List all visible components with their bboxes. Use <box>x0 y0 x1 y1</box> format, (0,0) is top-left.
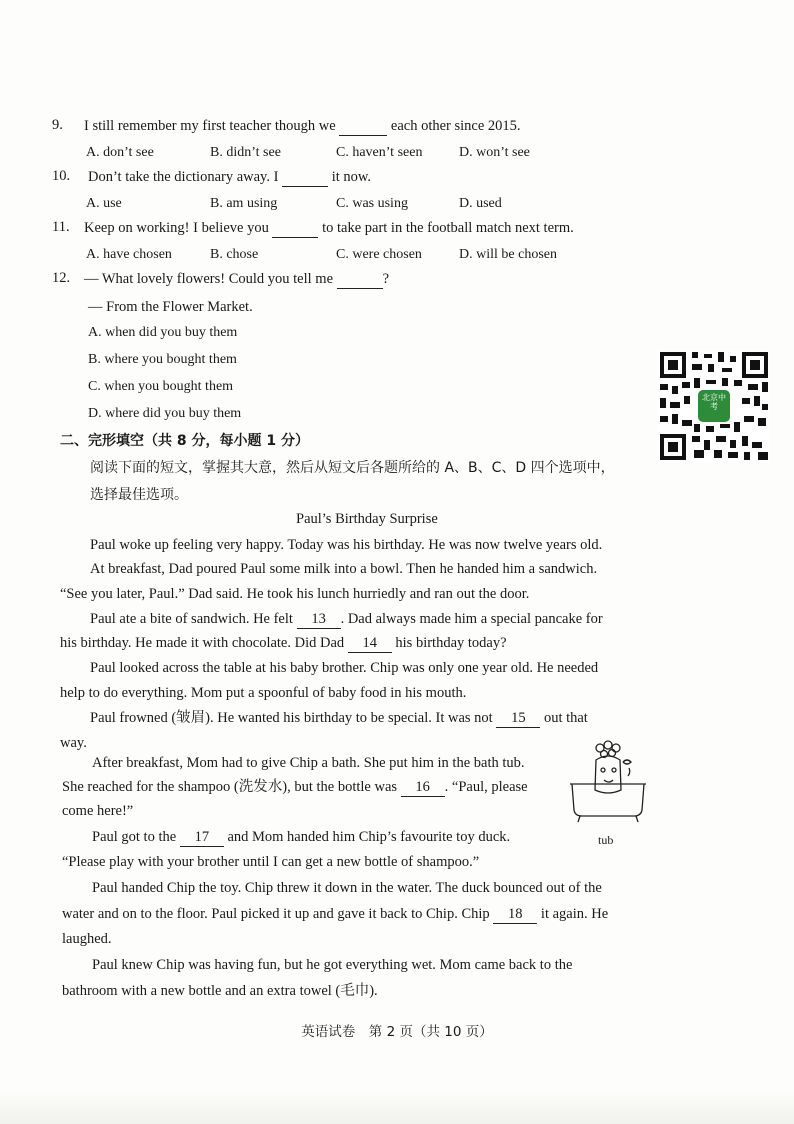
passage-line: bathroom with a new bottle and an extra towel (毛巾). <box>62 983 378 999</box>
dialogue-reply: — From the Flower Market. <box>88 299 253 315</box>
passage-line: Paul woke up feeling very happy. Today was his birthday. He was now twelve years old. <box>90 537 603 553</box>
question-number: 9. <box>52 117 63 133</box>
passage-line: his birthday. He made it with chocolate. Did Dad 14 his birthday today? <box>60 635 507 651</box>
passage-line: Paul got to the 17 and Mom handed him Chip’s favourite toy duck. <box>92 829 511 845</box>
option-d[interactable]: D. won’t see <box>459 145 530 160</box>
question-number: 12. <box>52 270 71 286</box>
blank-16[interactable]: 16 <box>401 778 445 797</box>
passage-line: Paul handed Chip the toy. Chip threw it down in the water. The duck bounced out of the <box>92 880 602 896</box>
section-heading: 二、完形填空（共 8 分，每小题 1 分） <box>60 433 309 449</box>
question-stem: — What lovely flowers! Could you tell me ? <box>84 271 390 287</box>
passage-line: Paul ate a bite of sandwich. He felt 13 . Dad always made him a special pancake for <box>90 611 603 627</box>
passage-line: Paul frowned (皱眉). He wanted his birthday to be special. It was not 15 out that <box>90 710 588 726</box>
qr-badge-label: 北京中考 <box>702 393 726 411</box>
scan-edge <box>0 1090 794 1124</box>
passage-line: At breakfast, Dad poured Paul some milk into a bowl. Then he handed him a sandwich. <box>90 561 598 577</box>
question-stem: Keep on working! I believe you to take part in the football match next term. <box>84 220 574 236</box>
option-d[interactable]: D. used <box>459 196 502 211</box>
option-c[interactable]: C. haven’t seen <box>336 145 423 160</box>
blank-13[interactable]: 13 <box>297 610 341 629</box>
passage-line: “See you later, Paul.” Dad said. He took his lunch hurriedly and ran out the door. <box>60 586 530 602</box>
passage-line: help to do everything. Mom put a spoonful of baby food in his mouth. <box>60 685 467 701</box>
passage-line: After breakfast, Mom had to give Chip a bath. She put him in the bath tub. <box>92 755 525 771</box>
passage-line: She reached for the shampoo (洗发水), but the bottle was 16 . “Paul, please <box>62 779 528 795</box>
section-instruction: 选择最佳选项。 <box>90 487 188 503</box>
page-footer: 英语试卷 第 2 页（共 10 页） <box>301 1024 493 1040</box>
blank-18[interactable]: 18 <box>493 905 537 924</box>
option-a[interactable]: A. have chosen <box>86 247 172 262</box>
question-number: 11. <box>52 219 70 235</box>
passage-title: Paul’s Birthday Surprise <box>296 511 438 527</box>
image-caption: tub <box>598 833 614 847</box>
blank-14[interactable]: 14 <box>348 634 392 653</box>
passage-line: Paul knew Chip was having fun, but he got everything wet. Mom came back to the <box>92 957 573 973</box>
option-d[interactable]: D. where did you buy them <box>88 406 242 421</box>
option-b[interactable]: B. where you bought them <box>88 352 237 367</box>
question-stem: I still remember my first teacher though we each other since 2015. <box>84 118 521 134</box>
option-c[interactable]: C. was using <box>336 196 408 211</box>
passage-line: come here!” <box>62 803 134 819</box>
blank-17[interactable]: 17 <box>180 828 224 847</box>
option-a[interactable]: A. when did you buy them <box>88 325 238 340</box>
passage-line: “Please play with your brother until I can get a new bottle of shampoo.” <box>62 854 480 870</box>
option-b[interactable]: B. am using <box>210 196 278 211</box>
option-c[interactable]: C. when you bought them <box>88 379 234 394</box>
option-b[interactable]: B. didn’t see <box>210 145 281 160</box>
passage-line: water and on to the floor. Paul picked it up and gave it back to Chip. Chip 18 it again. He <box>62 906 609 922</box>
passage-line: Paul looked across the table at his baby brother. Chip was only one year old. He needed <box>90 660 599 676</box>
passage-line: laughed. <box>62 931 112 947</box>
option-a[interactable]: A. don’t see <box>86 145 154 160</box>
section-instruction: 阅读下面的短文，掌握其大意，然后从短文后各题所给的 A、B、C、D 四个选项中， <box>90 460 615 476</box>
option-d[interactable]: D. will be chosen <box>459 247 557 262</box>
question-number: 10. <box>52 168 71 184</box>
option-b[interactable]: B. chose <box>210 247 259 262</box>
question-stem: Don’t take the dictionary away. I it now. <box>88 169 372 185</box>
blank-15[interactable]: 15 <box>496 709 540 728</box>
option-c[interactable]: C. were chosen <box>336 247 422 262</box>
passage-line: way. <box>60 735 87 751</box>
bath-tub-illustration <box>566 738 650 826</box>
option-a[interactable]: A. use <box>86 196 122 211</box>
